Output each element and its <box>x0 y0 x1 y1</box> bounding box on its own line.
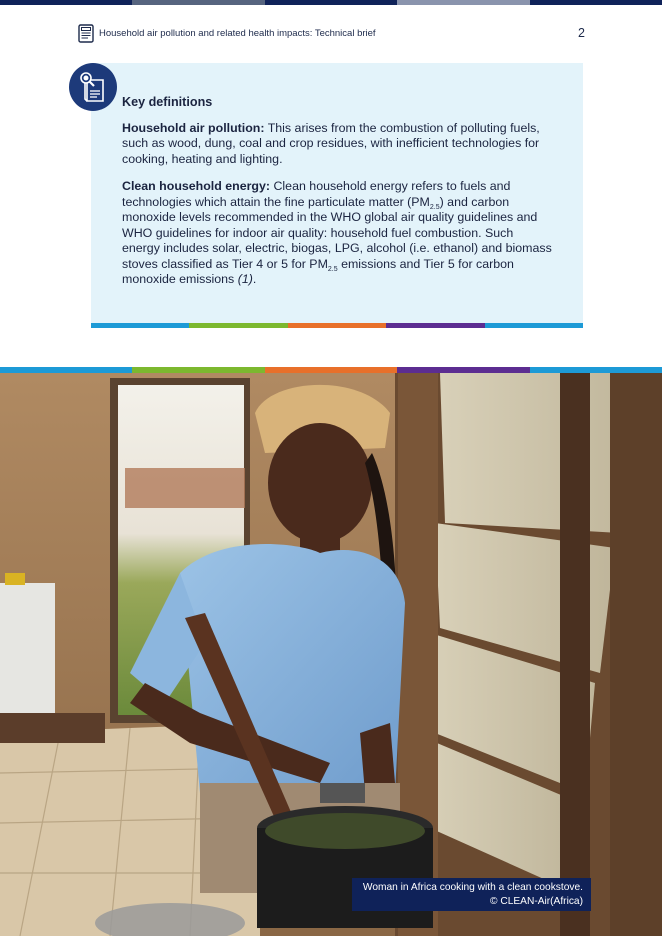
photo-caption <box>352 878 591 911</box>
document-title: Household air pollution and related health impacts: Technical brief <box>99 28 376 39</box>
definitions-heading: Key definitions <box>122 95 213 109</box>
pm25-subscript-2: 2.5 <box>327 265 338 273</box>
document-icon <box>78 24 94 43</box>
definitions-content <box>122 95 552 300</box>
cooking-photo <box>0 373 662 936</box>
definitions-badge <box>69 63 117 111</box>
clean-energy-text-2: ) and carbon monoxide levels recommended in the WHO global air quality guidelines and WHO guidelines for indoor air quality: household fuel combustion. Such energy includes solar, electric, biogas, LPG, alcohol (i.e. ethanol) and biomass stoves classified as Tier 4 or 5 for PM <box>122 194 552 271</box>
clean-energy-term: Clean household energy: <box>122 179 271 193</box>
hap-text: This arises from the combustion of polluting fuels, such as wood, dung, coal and crop residues, with inefficient technologies for cooking, heating and lighting. <box>122 120 540 166</box>
running-header <box>78 24 585 44</box>
box-color-strip <box>91 323 583 328</box>
caption-text: Woman in Africa cooking with a clean cookstove. <box>362 882 583 893</box>
caption-credit: © CLEAN-Air(Africa) <box>490 896 583 907</box>
clean-energy-period: . <box>252 272 257 286</box>
clean-energy-definition <box>122 179 552 288</box>
top-color-strip <box>0 0 662 5</box>
pm25-subscript-1: 2.5 <box>429 203 440 211</box>
clean-energy-text-1: Clean household energy refers to fuels and technologies which attain the fine particulate matter (PM <box>122 179 511 209</box>
hap-definition <box>122 121 552 168</box>
reference-citation[interactable]: (1) <box>237 272 253 286</box>
hap-term: Household air pollution: <box>122 120 265 135</box>
cooking-scene-illustration <box>0 373 662 936</box>
clean-energy-text-3: emissions and Tier 5 for carbon monoxide emissions <box>122 256 514 286</box>
page-number: 2 <box>578 26 585 40</box>
book-search-icon <box>79 71 107 103</box>
